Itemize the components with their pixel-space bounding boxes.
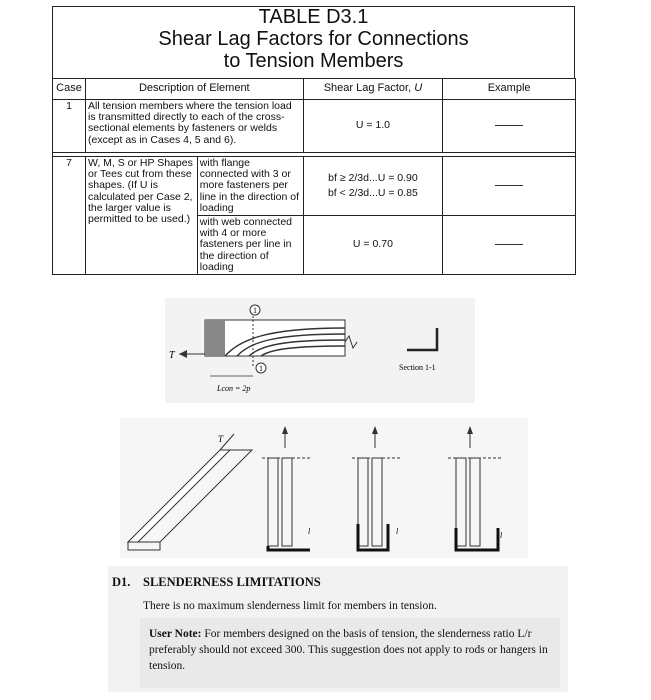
section-dim-label: l — [500, 531, 503, 540]
example-cell — [443, 216, 576, 275]
case-number: 1 — [53, 100, 86, 153]
svg-text:1: 1 — [259, 364, 263, 373]
section-dim-label: l — [396, 527, 399, 536]
figure-background — [120, 418, 528, 558]
table-row-case-1 — [53, 100, 576, 153]
section-number: D1. — [112, 575, 131, 589]
example-cell — [443, 157, 576, 216]
case-description: W, M, S or HP Shapes or Tees cut from these shapes. (If U is calculated per Case 2, the larger value is permitted to be used.) — [85, 157, 197, 275]
case-sub-description: with web connected with 4 or more fasteners per line in the direction of loading — [197, 216, 303, 275]
table-number: TABLE D3.1 — [258, 6, 369, 28]
dash-icon — [495, 185, 523, 186]
example-cell — [443, 100, 576, 153]
header-case: Case — [53, 79, 86, 100]
member-shapes-figure — [120, 418, 528, 558]
dash-icon — [495, 244, 523, 245]
table-row-case-7a — [53, 157, 576, 216]
header-shear-lag-factor: Shear Lag Factor, U — [303, 79, 443, 100]
shear-lag-factor: U = 0.70 — [303, 216, 443, 275]
shear-lag-table — [52, 78, 576, 275]
web-connection-figure — [165, 298, 475, 403]
svg-text:1: 1 — [253, 306, 257, 315]
user-note — [149, 626, 554, 674]
table-header-row — [53, 79, 576, 100]
header-example: Example — [443, 79, 576, 100]
table-caption-line-1: Shear Lag Factors for Connections — [158, 28, 469, 50]
section-heading: SLENDERNESS LIMITATIONS — [143, 575, 321, 589]
length-label: Lcon = 2p — [217, 384, 251, 393]
shear-lag-factor: bf ≥ 2/3d...U = 0.90 bf < 2/3d...U = 0.85 — [303, 157, 443, 216]
section-dim-label: l — [308, 527, 311, 536]
user-note-text: For members designed on the basis of tension, the slenderness ratio L/r preferably should not exceed 300. This suggestion does not apply to rods or hangers in tension. — [149, 628, 548, 672]
case-sub-description: with flange connected with 3 or more fasteners per line in the direction of loading — [197, 157, 303, 216]
table-title — [52, 6, 575, 72]
angle-load-label: T — [218, 434, 224, 444]
header-description: Description of Element — [85, 79, 303, 100]
section-label: Section 1-1 — [399, 363, 436, 372]
section-body: There is no maximum slenderness limit for members in tension. — [143, 600, 437, 612]
case-number: 7 — [53, 157, 86, 275]
shear-lag-factor: U = 1.0 — [303, 100, 443, 153]
user-note-label: User Note: — [149, 628, 202, 640]
dash-icon — [495, 125, 523, 126]
tee-flange-shade — [205, 320, 225, 356]
table-caption-line-2: to Tension Members — [223, 50, 404, 72]
load-label: T — [169, 350, 175, 361]
case-description: All tension members where the tension load is transmitted directly to each of the cross-sectional elements by fasteners or welds (except as in Cases 4, 5 and 6). — [85, 100, 303, 153]
